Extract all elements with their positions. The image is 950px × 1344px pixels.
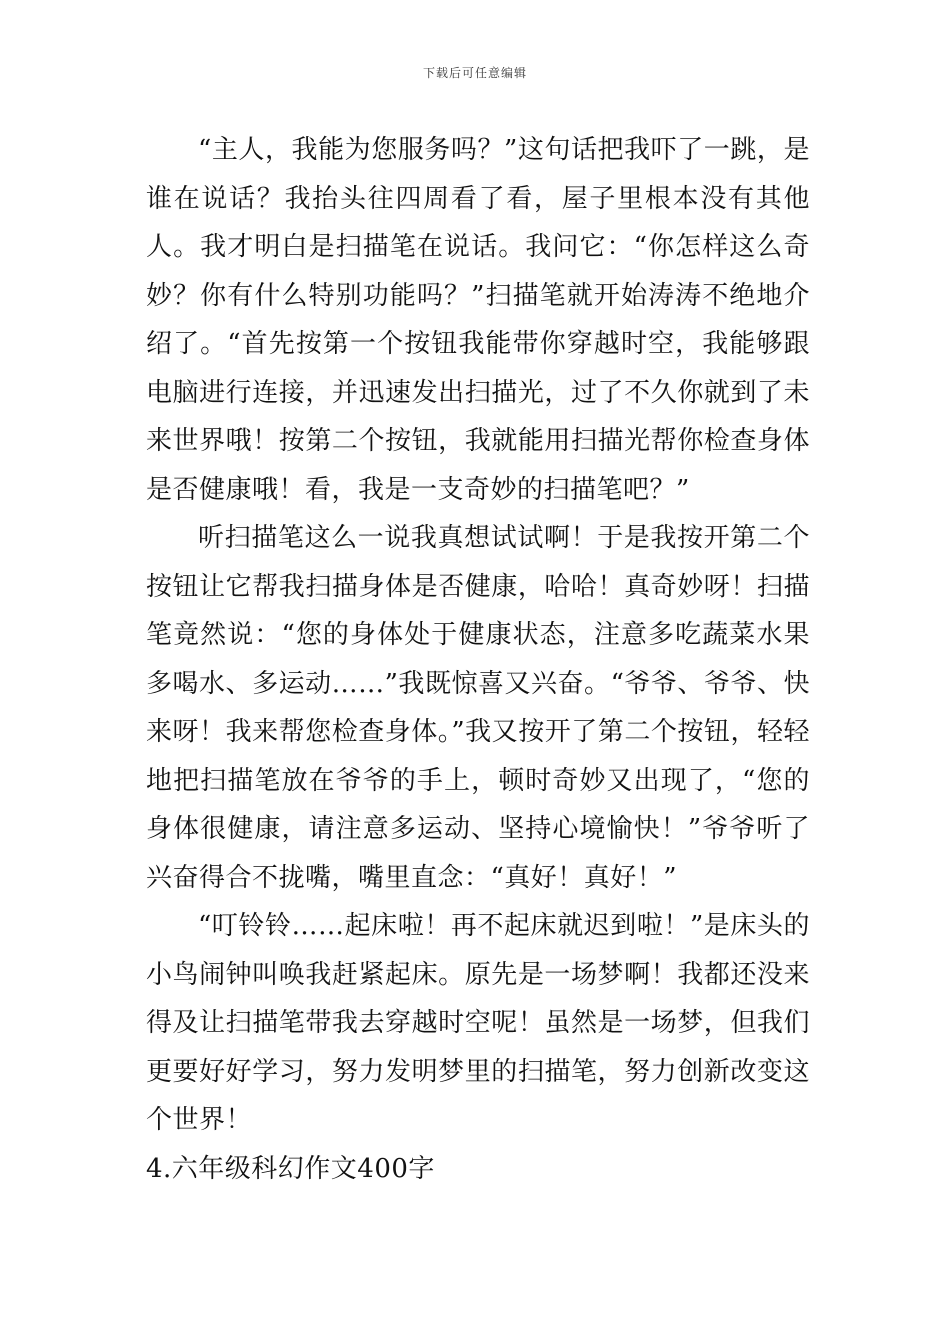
essay-body bbox=[146, 126, 810, 1193]
paragraph-3: “叮铃铃……起床啦！再不起床就迟到啦！”是床头的小鸟闹钟叫唤我赶紧起床。原先是一场梦啊！我都还没来得及让扫描笔带我去穿越时空呢！虽然是一场梦，但我们更要好好学习，努力发明梦里的扫描笔，努力创新改变这个世界！ bbox=[146, 911, 810, 1135]
paragraph-2: 听扫描笔这么一说我真想试试啊！于是我按开第二个按钮让它帮我扫描身体是否健康，哈哈！真奇妙呀！扫描笔竟然说：“您的身体处于健康状态，注意多吃蔬菜水果多喝水、多运动……”我既惊喜又兴奋。“爷爷、爷爷、快来呀！我来帮您检查身体。”我又按开了第二个按钮，轻轻地把扫描笔放在爷爷的手上，顿时奇妙又出现了，“您的身体很健康，请注意多运动、坚持心境愉快！”爷爷听了兴奋得合不拢嘴，嘴里直念：“真好！真好！” bbox=[146, 523, 810, 893]
download-note: 下载后可任意编辑 bbox=[422, 66, 527, 80]
paragraph-1: “主人，我能为您服务吗？”这句话把我吓了一跳，是谁在说话？我抬头往四周看了看，屋子里根本没有其他人。我才明白是扫描笔在说话。我问它：“你怎样这么奇妙？你有什么特别功能吗？”扫描笔就开始涛涛不绝地介绍了。“首先按第一个按钮我能带你穿越时空，我能够跟电脑进行连接，并迅速发出扫描光，过了不久你就到了未来世界哦！按第二个按钮，我就能用扫描光帮你检查身体是否健康哦！看，我是一支奇妙的扫描笔吧？” bbox=[146, 135, 810, 505]
section-heading: 4.六年级科幻作文400字 bbox=[146, 1153, 435, 1184]
